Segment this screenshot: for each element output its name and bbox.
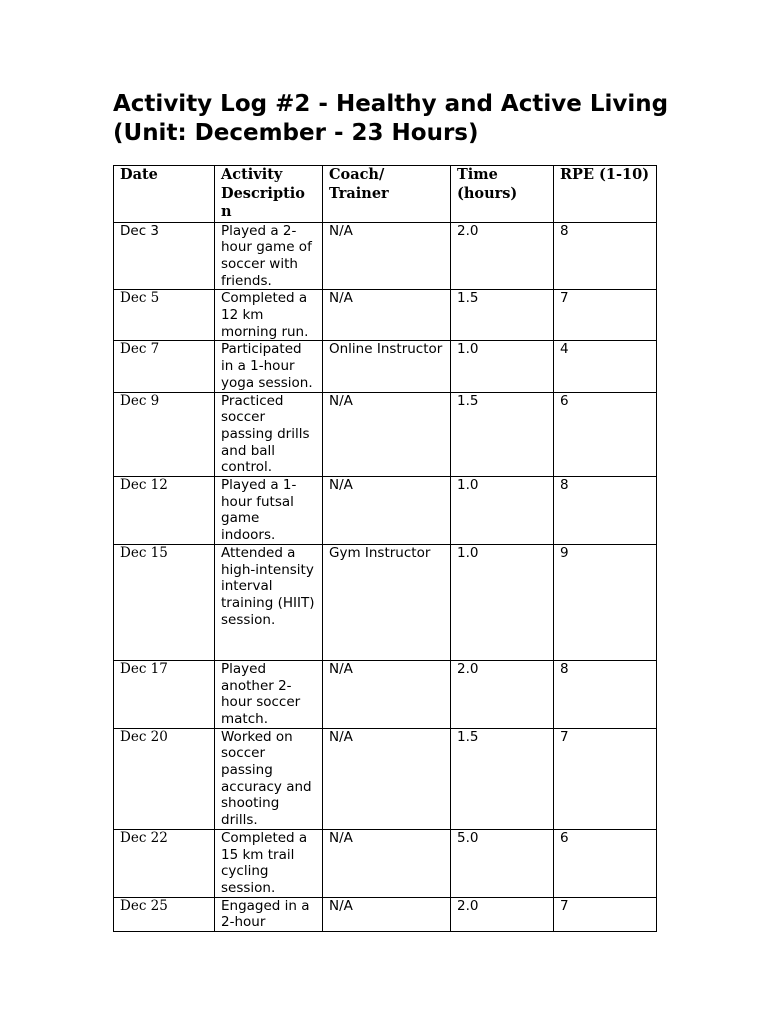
row-activity: Completed a 15 km trail cycling session. (215, 829, 323, 897)
table-row (114, 544, 657, 660)
row-rpe: 6 (554, 829, 657, 897)
row-date: Dec 15 (114, 544, 215, 660)
header-rpe: RPE (1-10) (554, 166, 657, 223)
row-coach: N/A (323, 222, 451, 290)
row-activity: Played a 2-hour game of soccer with friends. (215, 222, 323, 290)
row-rpe: 8 (554, 660, 657, 728)
row-activity: Completed a 12 km morning run. (215, 290, 323, 341)
row-time: 1.5 (451, 290, 554, 341)
row-activity: Engaged in a 2-hour (215, 897, 323, 931)
page-title: Activity Log #2 - Healthy and Active Living (Unit: December - 23 Hours) (113, 91, 669, 146)
activity-log-table (113, 165, 657, 932)
row-rpe: 7 (554, 728, 657, 829)
row-date: Dec 12 (114, 477, 215, 545)
row-activity: Played another 2-hour soccer match. (215, 660, 323, 728)
row-date: Dec 17 (114, 660, 215, 728)
row-date: Dec 22 (114, 829, 215, 897)
row-date: Dec 25 (114, 897, 215, 931)
row-rpe: 4 (554, 341, 657, 392)
row-coach: N/A (323, 829, 451, 897)
table-row (114, 341, 657, 392)
row-time: 5.0 (451, 829, 554, 897)
row-date: Dec 7 (114, 341, 215, 392)
table-row (114, 222, 657, 290)
row-rpe: 8 (554, 222, 657, 290)
row-activity: Worked on soccer passing accuracy and shooting drills. (215, 728, 323, 829)
row-rpe: 8 (554, 477, 657, 545)
row-rpe: 7 (554, 290, 657, 341)
row-date: Dec 9 (114, 392, 215, 477)
row-coach: N/A (323, 290, 451, 341)
row-time: 2.0 (451, 660, 554, 728)
row-activity: Played a 1-hour futsal game indoors. (215, 477, 323, 545)
table-header-row (114, 166, 657, 223)
row-date: Dec 5 (114, 290, 215, 341)
table-row (114, 897, 657, 931)
row-date: Dec 3 (114, 222, 215, 290)
table-row (114, 829, 657, 897)
header-coach: Coach/ Trainer (323, 166, 451, 223)
row-time: 1.0 (451, 477, 554, 545)
table-row (114, 728, 657, 829)
row-time: 2.0 (451, 222, 554, 290)
row-time: 1.5 (451, 392, 554, 477)
table-row (114, 477, 657, 545)
table-row (114, 392, 657, 477)
table-row (114, 660, 657, 728)
row-rpe: 9 (554, 544, 657, 660)
row-coach: N/A (323, 728, 451, 829)
row-activity: Participated in a 1-hour yoga session. (215, 341, 323, 392)
table-row (114, 290, 657, 341)
row-coach: N/A (323, 392, 451, 477)
row-coach: N/A (323, 477, 451, 545)
row-coach: N/A (323, 660, 451, 728)
row-coach: Online Instructor (323, 341, 451, 392)
row-rpe: 7 (554, 897, 657, 931)
row-activity: Attended a high-intensity interval training (HIIT) session. (215, 544, 323, 660)
row-activity: Practiced soccer passing drills and ball control. (215, 392, 323, 477)
row-coach: N/A (323, 897, 451, 931)
row-time: 1.0 (451, 544, 554, 660)
row-date: Dec 20 (114, 728, 215, 829)
row-time: 1.0 (451, 341, 554, 392)
header-date: Date (114, 166, 215, 223)
row-coach: Gym Instructor (323, 544, 451, 660)
row-time: 2.0 (451, 897, 554, 931)
header-time: Time (hours) (451, 166, 554, 223)
row-rpe: 6 (554, 392, 657, 477)
header-activity: Activity Descriptio n (215, 166, 323, 223)
row-time: 1.5 (451, 728, 554, 829)
